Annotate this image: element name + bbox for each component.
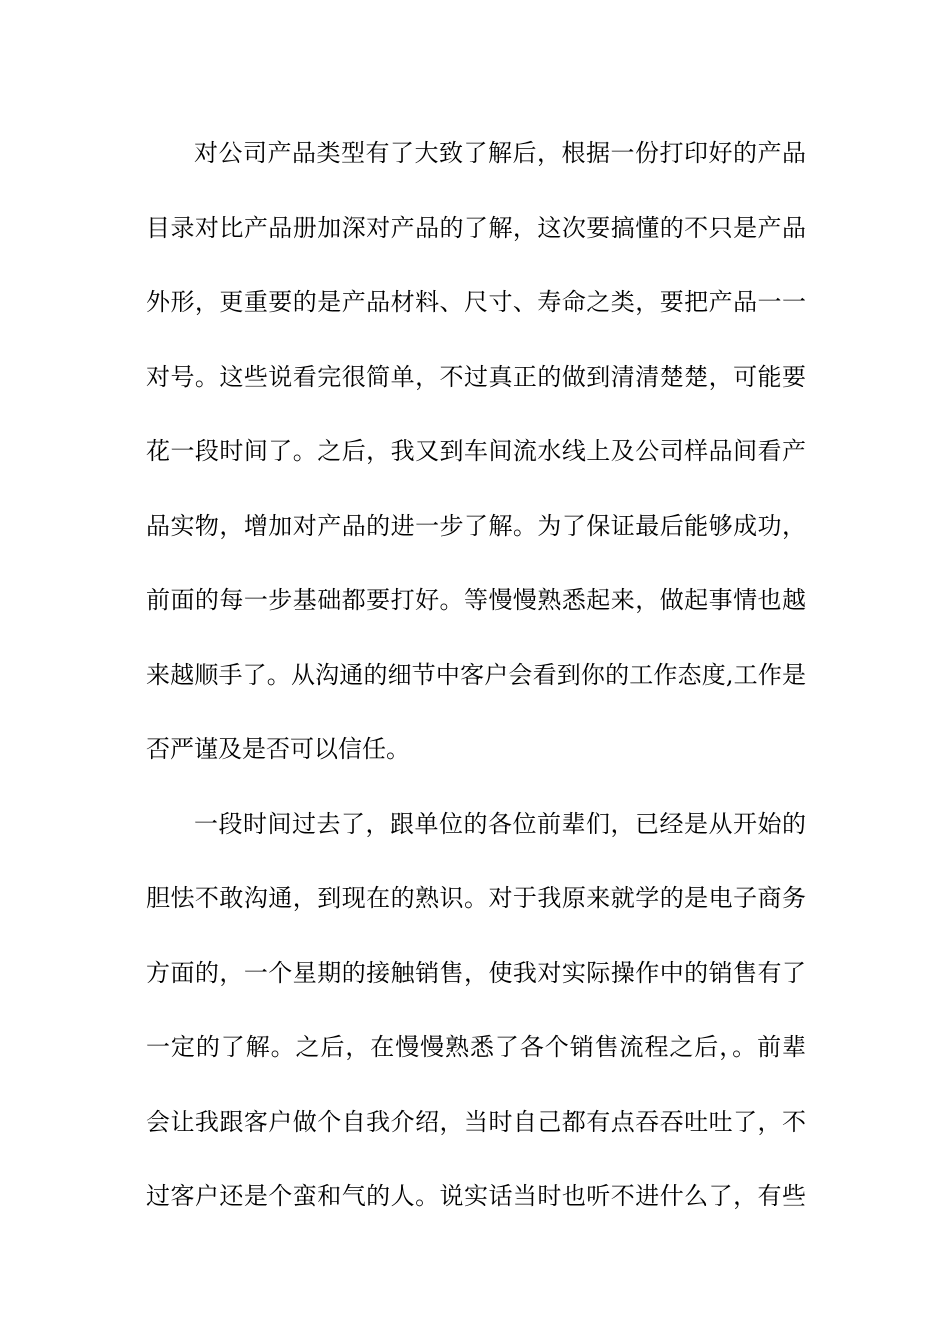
paragraph-1 (146, 128, 806, 799)
text-line: 对号。这些说看完很简单，不过真正的做到清清楚楚，可能要 (146, 362, 806, 391)
text-line: 胆怯不敢沟通，到现在的熟识。对于我原来就学的是电子商务 (146, 884, 806, 912)
document-body (146, 128, 806, 1246)
text-line: 对公司产品类型有了大致了解后，根据一份打印好的产品 (194, 139, 806, 167)
text-line: 目录对比产品册加深对产品的了解，这次要搞懂的不只是产品 (146, 213, 806, 242)
text-line: 会让我跟客户做个自我介绍，当时自己都有点吞吞吐吐了，不 (146, 1107, 806, 1136)
text-line: 一段时间过去了，跟单位的各位前辈们，已经是从开始的 (194, 809, 806, 838)
text-line: 过客户还是个蛮和气的人。说实话当时也听不进什么了，有些 (146, 1182, 806, 1210)
text-line: 否严谨及是否可以信任。 (146, 735, 410, 763)
text-line: 花一段时间了。之后，我又到车间流水线上及公司样品间看产 (146, 437, 806, 465)
text-line: 一定的了解。之后，在慢慢熟悉了各个销售流程之后，。前辈 (146, 1033, 806, 1061)
text-line: 前面的每一步基础都要打好。等慢慢熟悉起来，做起事情也越 (146, 586, 806, 614)
text-line: 方面的，一个星期的接触销售，使我对实际操作中的销售有了 (146, 958, 806, 987)
paragraph-2 (146, 799, 806, 1246)
text-line: 品实物，增加对产品的进一步了解。为了保证最后能够成功， (146, 511, 806, 540)
text-line: 来越顺手了。从沟通的细节中客户会看到你的工作态度,工作是 (146, 660, 806, 689)
text-line: 外形，更重要的是产品材料、尺寸、寿命之类，要把产品一一 (146, 288, 806, 316)
